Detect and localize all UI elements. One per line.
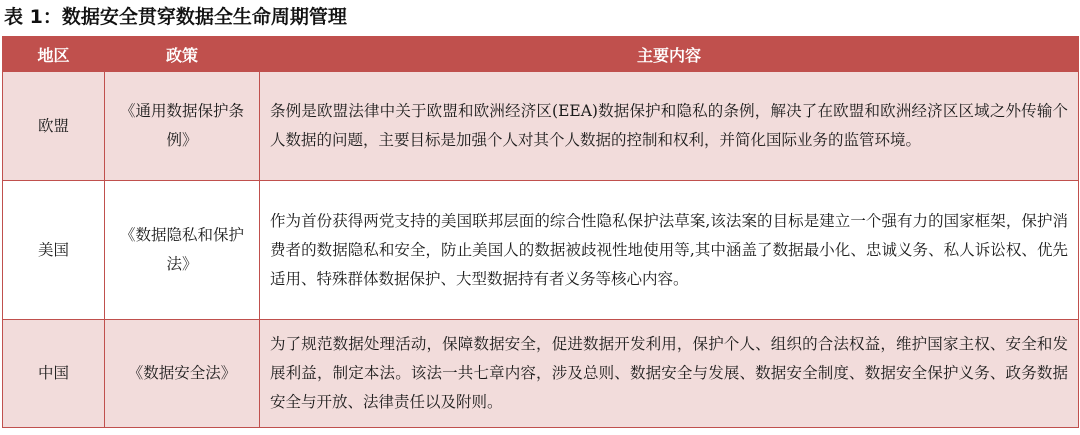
content-cell: 条例是欧盟法律中关于欧盟和欧洲经济区(EEA)数据保护和隐私的条例，解决了在欧盟和欧洲经济区区域之外传输个人数据的问题，主要目标是加强个人对其个人数据的控制和权利，并简化国际业务的监管环境。 [260, 72, 1079, 181]
content-cell: 作为首份获得两党支持的美国联邦层面的综合性隐私保护法草案,该法案的目标是建立一个强有力的国家框架，保护消费者的数据隐私和安全，防止美国人的数据被歧视性地使用等,其中涵盖了数据最小化、忠诚义务、私人诉讼权、优先适用、特殊群体数据保护、大型数据持有者义务等核心内容。 [260, 181, 1079, 320]
header-content: 主要内容 [260, 37, 1079, 72]
policy-table [2, 36, 1079, 428]
region-cell: 中国 [3, 320, 105, 428]
table-row-cn [3, 320, 1079, 428]
header-policy: 政策 [105, 37, 260, 72]
content-cell: 为了规范数据处理活动，保障数据安全，促进数据开发利用，保护个人、组织的合法权益，维护国家主权、安全和发展利益，制定本法。该法一共七章内容，涉及总则、数据安全与发展、数据安全制度、数据安全保护义务、政务数据安全与开放、法律责任以及附则。 [260, 320, 1079, 428]
table-row-us [3, 181, 1079, 320]
policy-cell: 《数据安全法》 [105, 320, 260, 428]
table-caption: 表 1：数据安全贯穿数据全生命周期管理 [4, 6, 347, 28]
policy-cell: 《数据隐私和保护法》 [105, 181, 260, 320]
table-row-eu [3, 72, 1079, 181]
region-cell: 美国 [3, 181, 105, 320]
table-header-row [3, 37, 1079, 72]
header-region: 地区 [3, 37, 105, 72]
policy-cell: 《通用数据保护条例》 [105, 72, 260, 181]
region-cell: 欧盟 [3, 72, 105, 181]
